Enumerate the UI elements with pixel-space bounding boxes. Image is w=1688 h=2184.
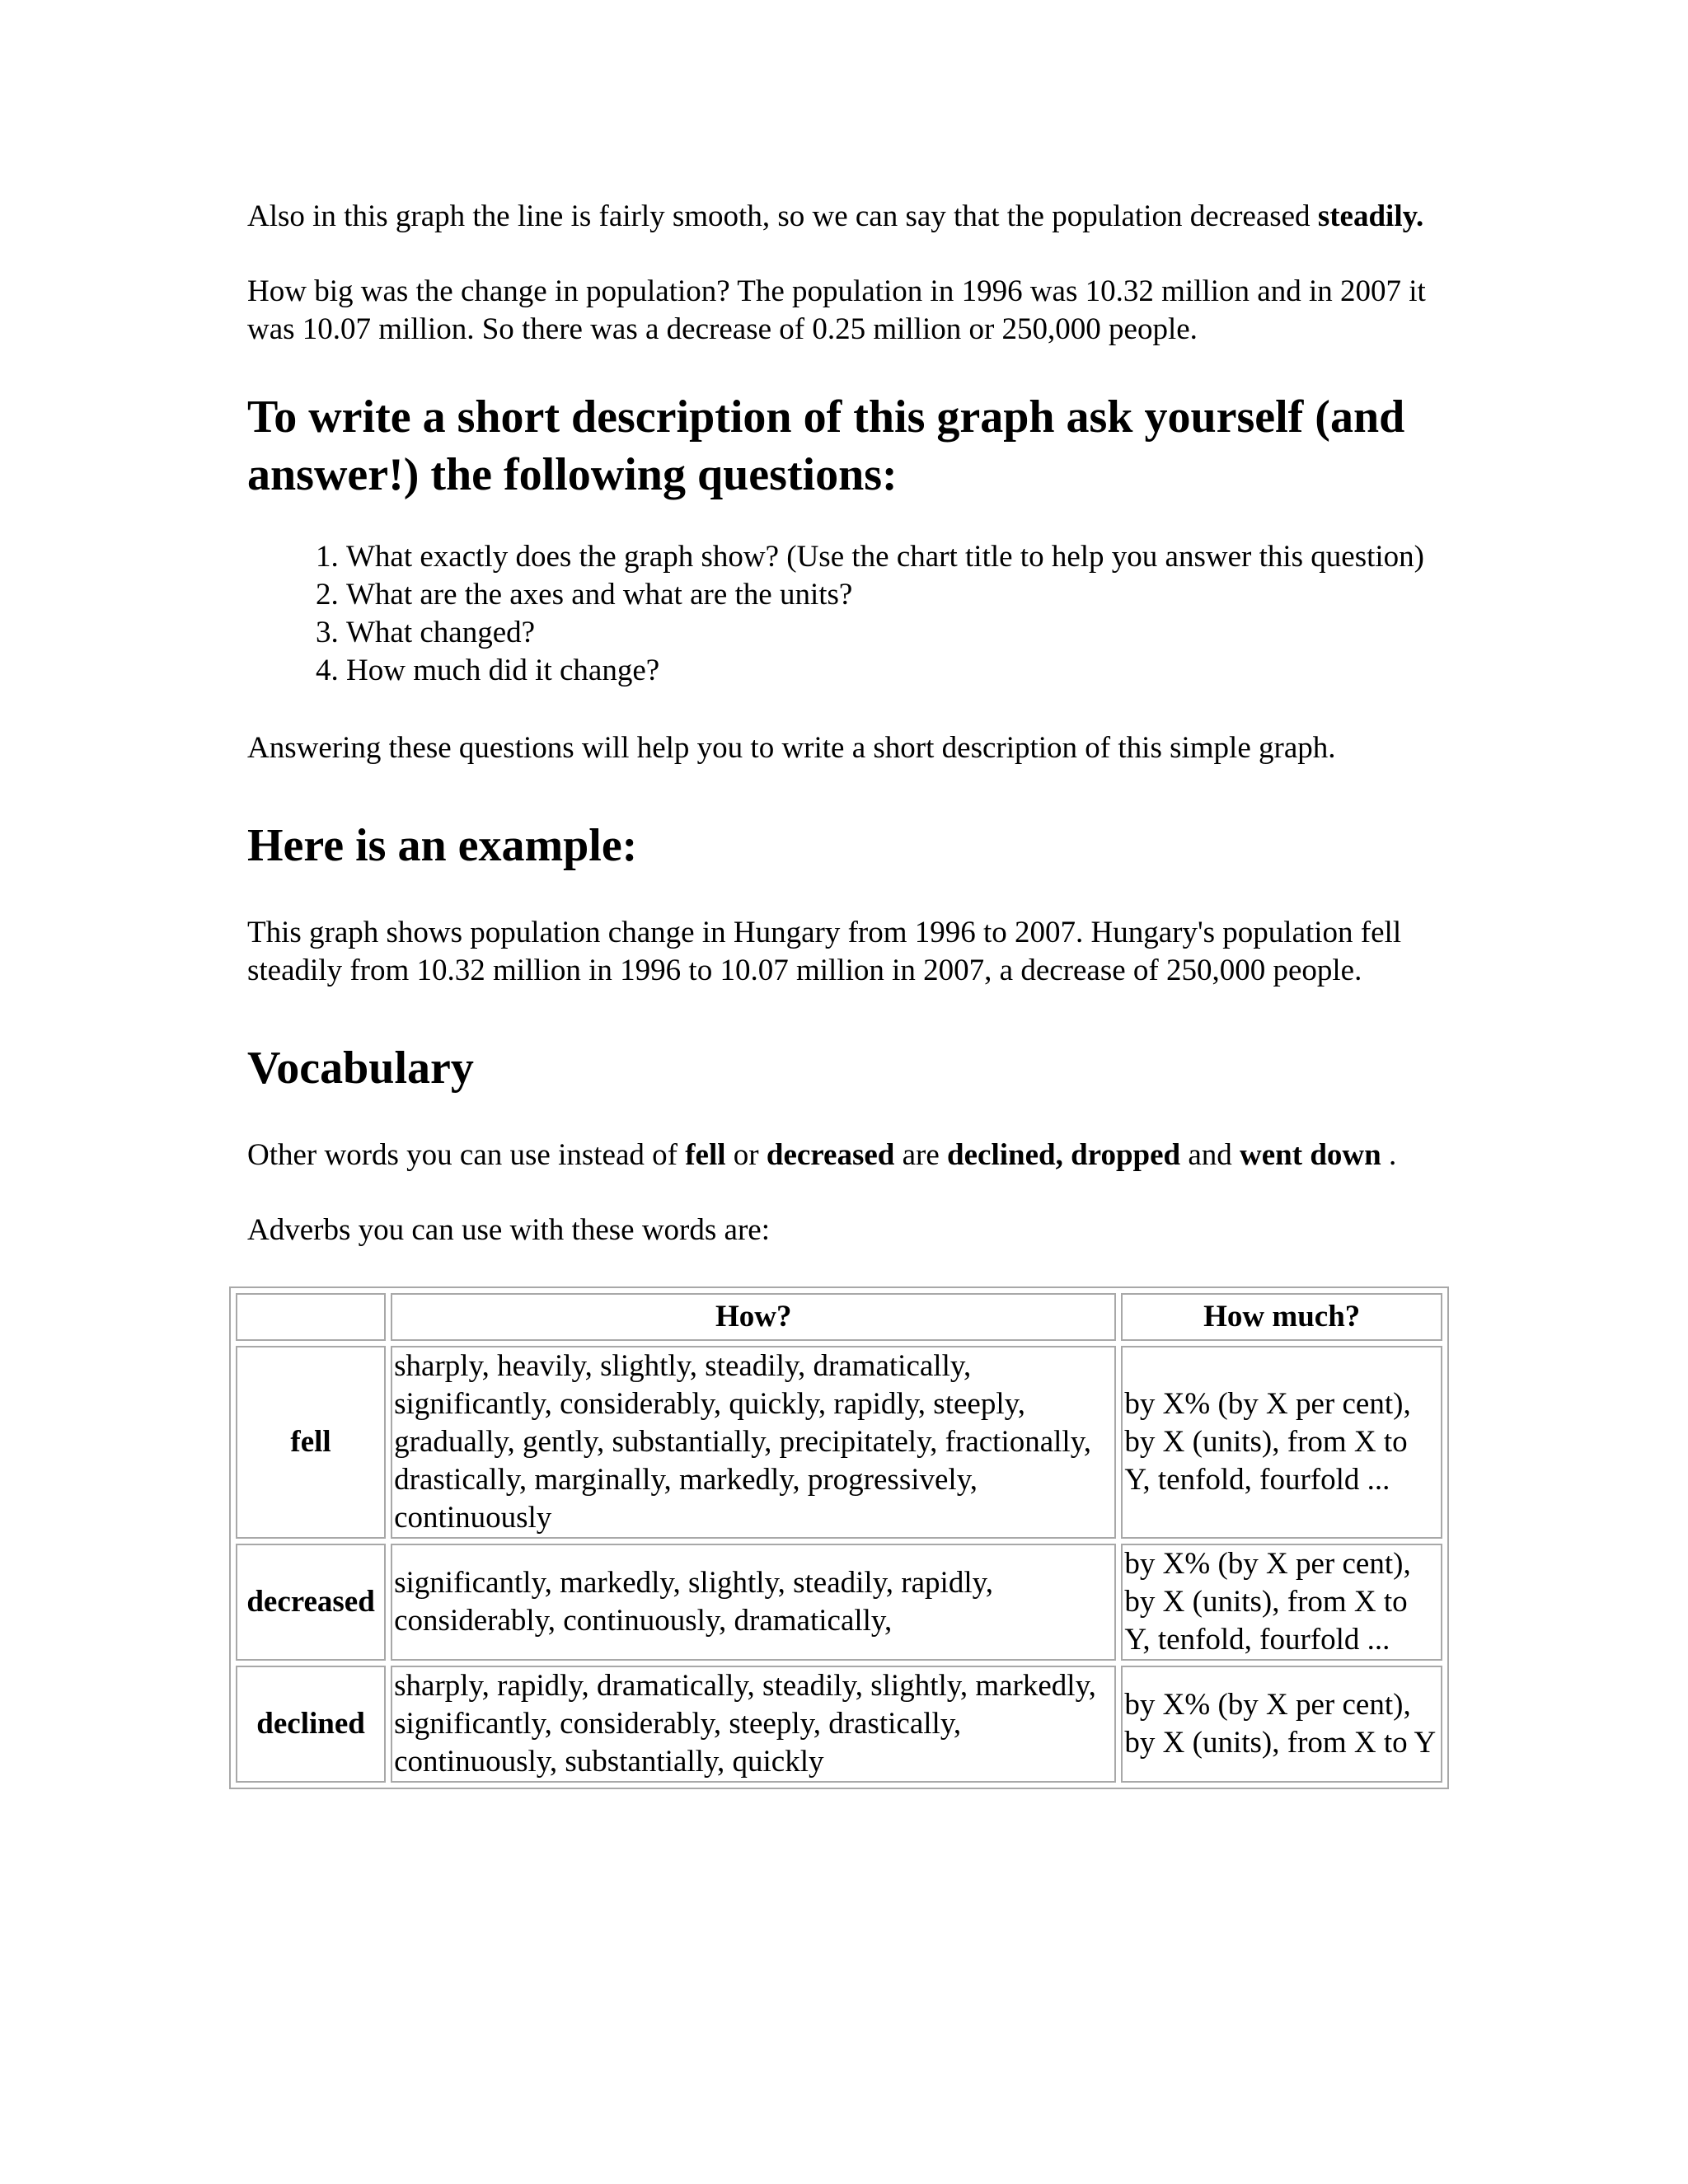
table-row [236, 1544, 1442, 1661]
question-item: 3. What changed? [346, 614, 1451, 652]
intro-text: Also in this graph the line is fairly smooth, so we can say that the population decreased [247, 199, 1318, 233]
heading-description: To write a short description of this graph ask yourself (and answer!) the following questions: [247, 391, 1405, 500]
intro-paragraph-change: How big was the change in population? The population in 1996 was 10.32 million and in 2007 it was 10.07 million. So there was a decrease of 0.25 million or 250,000 people. [247, 274, 1426, 346]
table-row [236, 1346, 1442, 1539]
table-cell-how: sharply, heavily, slightly, steadily, dramatically, significantly, considerably, quickly, rapidly, steeply, gradually, gently, substantially, precipitately, fractionally, drastically, marginally, markedly, progressively, continuously [391, 1346, 1116, 1539]
document-body [247, 198, 1451, 1789]
vocab-text: . [1381, 1138, 1397, 1172]
vocab-bold-decreased: decreased [766, 1138, 895, 1172]
table-cell-how: sharply, rapidly, dramatically, steadily, slightly, markedly, significantly, considerably, steeply, drastically, continuously, substantially, quickly [391, 1666, 1116, 1783]
table-cell-how: significantly, markedly, slightly, steadily, rapidly, considerably, continuously, dramatically, [391, 1544, 1116, 1661]
vocab-bold-fell: fell [685, 1138, 726, 1172]
answering-paragraph: Answering these questions will help you to write a short description of this simple graph. [247, 731, 1336, 765]
table-cell-how-much: by X% (by X per cent), by X (units), from X to Y, tenfold, fourfold ... [1121, 1544, 1442, 1661]
vocab-text: or [725, 1138, 767, 1172]
table-row-word: decreased [236, 1544, 386, 1661]
table-row-word: declined [236, 1666, 386, 1783]
table-row [236, 1666, 1442, 1783]
table-cell-how-much: by X% (by X per cent), by X (units), from X to Y, tenfold, fourfold ... [1121, 1346, 1442, 1539]
vocab-text: are [894, 1138, 948, 1172]
vocab-bold-went-down: went down [1240, 1138, 1381, 1172]
question-item: 2. What are the axes and what are the units? [346, 576, 1451, 614]
vocabulary-paragraph [247, 1137, 1451, 1174]
vocab-bold-declined-dropped: declined, dropped [947, 1138, 1181, 1172]
table-row-word: fell [236, 1346, 386, 1539]
questions-list [247, 538, 1451, 690]
table-header-how: How? [391, 1293, 1116, 1341]
table-cell-how-much: by X% (by X per cent), by X (units), from X to Y [1121, 1666, 1442, 1783]
heading-vocabulary: Vocabulary [247, 1043, 474, 1094]
example-paragraph: This graph shows population change in Hungary from 1996 to 2007. Hungary's population fell steadily from 10.32 million in 1996 to 10.07 million in 2007, a decrease of 250,000 people. [247, 916, 1402, 987]
question-item: 4. How much did it change? [346, 652, 1451, 690]
adverbs-table [229, 1286, 1449, 1789]
heading-example: Here is an example: [247, 820, 638, 871]
table-header-row [236, 1293, 1442, 1341]
vocab-text: and [1180, 1138, 1240, 1172]
intro-bold-steadily: steadily. [1317, 199, 1424, 233]
adverbs-intro: Adverbs you can use with these words are: [247, 1213, 770, 1247]
intro-paragraph-steadily [247, 198, 1451, 236]
question-item: 1. What exactly does the graph show? (Use the chart title to help you answer this question) [346, 538, 1451, 576]
table-header-empty [236, 1293, 386, 1341]
vocab-text: Other words you can use instead of [247, 1138, 686, 1172]
table-header-how-much: How much? [1121, 1293, 1442, 1341]
